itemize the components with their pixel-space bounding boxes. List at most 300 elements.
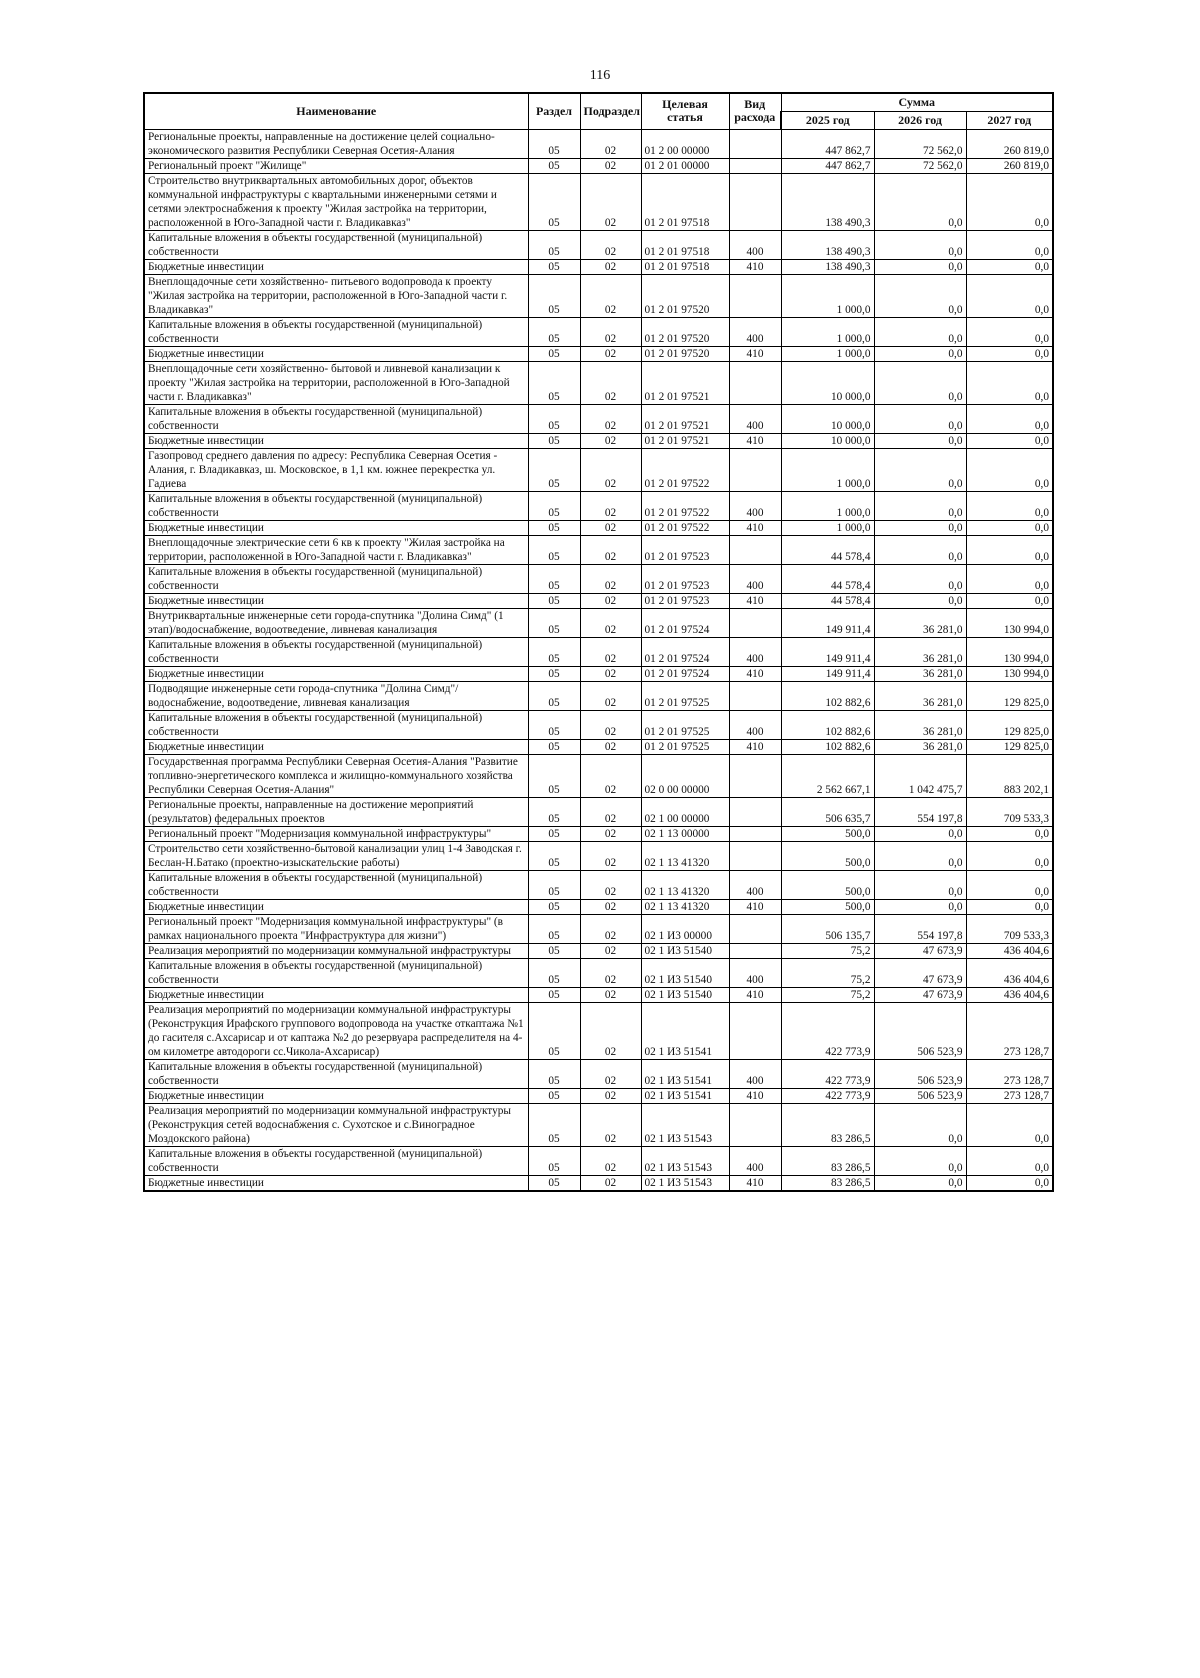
row-sum-2027: 0,0 — [966, 870, 1053, 899]
row-sum-2026: 0,0 — [874, 404, 966, 433]
row-sum-2026: 506 523,9 — [874, 1059, 966, 1088]
table-row — [144, 943, 1053, 958]
row-target: 02 1 13 00000 — [641, 826, 729, 841]
row-sum-2025: 149 911,4 — [781, 637, 874, 666]
row-subsection: 02 — [580, 1088, 641, 1103]
row-expense-type: 400 — [729, 404, 781, 433]
row-subsection: 02 — [580, 826, 641, 841]
row-sum-2025: 500,0 — [781, 870, 874, 899]
row-section: 05 — [528, 259, 580, 274]
row-sum-2026: 36 281,0 — [874, 710, 966, 739]
row-sum-2027: 709 533,3 — [966, 914, 1053, 943]
row-sum-2026: 36 281,0 — [874, 608, 966, 637]
row-subsection: 02 — [580, 1059, 641, 1088]
row-sum-2027: 0,0 — [966, 564, 1053, 593]
row-sum-2026: 0,0 — [874, 346, 966, 361]
row-section: 05 — [528, 317, 580, 346]
table-row — [144, 1002, 1053, 1059]
row-subsection: 02 — [580, 637, 641, 666]
table-row — [144, 173, 1053, 230]
row-subsection: 02 — [580, 593, 641, 608]
row-sum-2026: 72 562,0 — [874, 129, 966, 158]
header-2026: 2026 год — [874, 111, 966, 129]
row-target: 01 2 01 97525 — [641, 710, 729, 739]
row-section: 05 — [528, 361, 580, 404]
row-subsection: 02 — [580, 681, 641, 710]
row-sum-2027: 0,0 — [966, 448, 1053, 491]
table-row — [144, 637, 1053, 666]
row-expense-type — [729, 943, 781, 958]
row-target: 01 2 01 97520 — [641, 346, 729, 361]
row-section: 05 — [528, 535, 580, 564]
row-expense-type — [729, 158, 781, 173]
row-name: Бюджетные инвестиции — [144, 259, 528, 274]
row-name: Бюджетные инвестиции — [144, 739, 528, 754]
row-sum-2025: 102 882,6 — [781, 710, 874, 739]
row-sum-2027: 0,0 — [966, 259, 1053, 274]
row-name: Капитальные вложения в объекты государственной (муниципальной) собственности — [144, 1059, 528, 1088]
row-target: 02 1 И3 51540 — [641, 958, 729, 987]
table-row — [144, 564, 1053, 593]
row-sum-2027: 273 128,7 — [966, 1088, 1053, 1103]
row-section: 05 — [528, 129, 580, 158]
row-sum-2027: 883 202,1 — [966, 754, 1053, 797]
row-target: 01 2 01 97523 — [641, 564, 729, 593]
row-sum-2025: 138 490,3 — [781, 230, 874, 259]
row-sum-2027: 0,0 — [966, 173, 1053, 230]
row-subsection: 02 — [580, 608, 641, 637]
row-sum-2025: 102 882,6 — [781, 681, 874, 710]
row-section: 05 — [528, 608, 580, 637]
row-target: 02 1 И3 00000 — [641, 914, 729, 943]
row-expense-type — [729, 754, 781, 797]
row-sum-2026: 1 042 475,7 — [874, 754, 966, 797]
row-expense-type: 410 — [729, 666, 781, 681]
table-row — [144, 739, 1053, 754]
table-row — [144, 1088, 1053, 1103]
row-sum-2027: 0,0 — [966, 899, 1053, 914]
row-expense-type: 410 — [729, 987, 781, 1002]
row-target: 02 1 13 41320 — [641, 870, 729, 899]
row-sum-2025: 44 578,4 — [781, 564, 874, 593]
row-subsection: 02 — [580, 1103, 641, 1146]
row-sum-2025: 83 286,5 — [781, 1146, 874, 1175]
row-name: Региональные проекты, направленные на достижение целей социально-экономического развития Республики Северная Осетия-Алания — [144, 129, 528, 158]
row-sum-2025: 75,2 — [781, 958, 874, 987]
row-section: 05 — [528, 1175, 580, 1191]
row-target: 01 2 01 97521 — [641, 404, 729, 433]
row-subsection: 02 — [580, 754, 641, 797]
row-name: Капитальные вложения в объекты государственной (муниципальной) собственности — [144, 958, 528, 987]
row-sum-2026: 0,0 — [874, 1103, 966, 1146]
row-sum-2026: 0,0 — [874, 870, 966, 899]
row-sum-2025: 83 286,5 — [781, 1175, 874, 1191]
row-target: 02 1 И3 51541 — [641, 1002, 729, 1059]
row-sum-2026: 0,0 — [874, 274, 966, 317]
row-subsection: 02 — [580, 346, 641, 361]
table-row — [144, 1059, 1053, 1088]
table-row — [144, 841, 1053, 870]
row-subsection: 02 — [580, 1146, 641, 1175]
row-name: Капитальные вложения в объекты государственной (муниципальной) собственности — [144, 710, 528, 739]
row-expense-type: 400 — [729, 230, 781, 259]
row-expense-type: 410 — [729, 1175, 781, 1191]
row-name: Капитальные вложения в объекты государственной (муниципальной) собственности — [144, 870, 528, 899]
row-sum-2025: 102 882,6 — [781, 739, 874, 754]
row-sum-2027: 130 994,0 — [966, 608, 1053, 637]
row-name: Региональный проект "Модернизация коммунальной инфраструктуры" — [144, 826, 528, 841]
row-subsection: 02 — [580, 404, 641, 433]
row-sum-2027: 0,0 — [966, 346, 1053, 361]
row-target: 02 1 13 41320 — [641, 899, 729, 914]
row-sum-2026: 0,0 — [874, 826, 966, 841]
row-sum-2025: 506 635,7 — [781, 797, 874, 826]
row-target: 01 2 01 97523 — [641, 593, 729, 608]
row-section: 05 — [528, 158, 580, 173]
row-sum-2025: 2 562 667,1 — [781, 754, 874, 797]
row-sum-2027: 0,0 — [966, 361, 1053, 404]
table-row — [144, 1103, 1053, 1146]
row-section: 05 — [528, 1146, 580, 1175]
row-subsection: 02 — [580, 491, 641, 520]
row-section: 05 — [528, 173, 580, 230]
row-section: 05 — [528, 637, 580, 666]
row-expense-type — [729, 826, 781, 841]
row-expense-type: 400 — [729, 958, 781, 987]
row-expense-type: 400 — [729, 710, 781, 739]
row-target: 01 2 01 97523 — [641, 535, 729, 564]
row-expense-type: 410 — [729, 739, 781, 754]
table-row — [144, 433, 1053, 448]
table-row — [144, 520, 1053, 535]
row-sum-2025: 422 773,9 — [781, 1059, 874, 1088]
table-row — [144, 346, 1053, 361]
row-sum-2026: 506 523,9 — [874, 1088, 966, 1103]
row-name: Бюджетные инвестиции — [144, 666, 528, 681]
table-row — [144, 448, 1053, 491]
row-subsection: 02 — [580, 841, 641, 870]
row-sum-2027: 273 128,7 — [966, 1059, 1053, 1088]
table-row — [144, 987, 1053, 1002]
table-row — [144, 491, 1053, 520]
row-sum-2026: 36 281,0 — [874, 681, 966, 710]
row-section: 05 — [528, 987, 580, 1002]
row-subsection: 02 — [580, 1175, 641, 1191]
row-name: Внеплощадочные сети хозяйственно- бытовой и ливневой канализации к проекту "Жилая застройка на территории, расположенной в Юго-Западной части г. Владикавказ" — [144, 361, 528, 404]
table-row — [144, 1146, 1053, 1175]
row-sum-2026: 0,0 — [874, 841, 966, 870]
row-name: Государственная программа Республики Северная Осетия-Алания "Развитие топливно-энергетического комплекса и жилищно-коммунального хозяйства Республики Северная Осетия-Алания" — [144, 754, 528, 797]
row-section: 05 — [528, 1002, 580, 1059]
row-sum-2026: 0,0 — [874, 1146, 966, 1175]
row-sum-2025: 1 000,0 — [781, 491, 874, 520]
row-sum-2026: 47 673,9 — [874, 958, 966, 987]
table-header — [144, 93, 1053, 129]
row-section: 05 — [528, 914, 580, 943]
row-subsection: 02 — [580, 564, 641, 593]
row-target: 01 2 01 97522 — [641, 520, 729, 535]
header-section: Раздел — [528, 93, 580, 129]
row-expense-type — [729, 361, 781, 404]
row-expense-type — [729, 681, 781, 710]
row-expense-type: 410 — [729, 593, 781, 608]
header-subsection: Подраздел — [580, 93, 641, 129]
row-expense-type: 410 — [729, 433, 781, 448]
row-sum-2026: 0,0 — [874, 491, 966, 520]
row-name: Реализация мероприятий по модернизации коммунальной инфраструктуры — [144, 943, 528, 958]
row-sum-2026: 47 673,9 — [874, 943, 966, 958]
row-sum-2026: 0,0 — [874, 230, 966, 259]
row-sum-2026: 506 523,9 — [874, 1002, 966, 1059]
row-sum-2025: 75,2 — [781, 987, 874, 1002]
row-sum-2025: 447 862,7 — [781, 129, 874, 158]
row-section: 05 — [528, 841, 580, 870]
row-sum-2027: 0,0 — [966, 1103, 1053, 1146]
row-section: 05 — [528, 491, 580, 520]
row-sum-2027: 0,0 — [966, 520, 1053, 535]
row-sum-2027: 709 533,3 — [966, 797, 1053, 826]
header-target: Целевая статья — [641, 93, 729, 129]
row-section: 05 — [528, 710, 580, 739]
row-sum-2027: 0,0 — [966, 1146, 1053, 1175]
header-name: Наименование — [144, 93, 528, 129]
row-section: 05 — [528, 681, 580, 710]
row-target: 01 2 01 97522 — [641, 448, 729, 491]
table-row — [144, 158, 1053, 173]
row-subsection: 02 — [580, 987, 641, 1002]
row-subsection: 02 — [580, 899, 641, 914]
row-sum-2027: 0,0 — [966, 230, 1053, 259]
row-subsection: 02 — [580, 361, 641, 404]
row-name: Региональный проект "Модернизация коммунальной инфраструктуры" (в рамках национального проекта "Инфраструктура для жизни") — [144, 914, 528, 943]
header-2027: 2027 год — [966, 111, 1053, 129]
row-subsection: 02 — [580, 1002, 641, 1059]
row-section: 05 — [528, 1059, 580, 1088]
row-target: 01 2 01 97520 — [641, 317, 729, 346]
row-section: 05 — [528, 520, 580, 535]
row-name: Строительство внутриквартальных автомобильных дорог, объектов коммунальной инфраструктуры с квартальными инженерными сетями и сетями электроснабжения к проекту "Жилая застройка на территории, расположенной в Юго-Западной части г. Владикавказ" — [144, 173, 528, 230]
row-sum-2025: 10 000,0 — [781, 404, 874, 433]
row-sum-2026: 0,0 — [874, 899, 966, 914]
table-row — [144, 129, 1053, 158]
row-subsection: 02 — [580, 230, 641, 259]
row-target: 01 2 01 97520 — [641, 274, 729, 317]
row-target: 01 2 01 97524 — [641, 666, 729, 681]
row-sum-2026: 0,0 — [874, 448, 966, 491]
row-sum-2027: 130 994,0 — [966, 637, 1053, 666]
row-sum-2026: 0,0 — [874, 433, 966, 448]
row-name: Капитальные вложения в объекты государственной (муниципальной) собственности — [144, 1146, 528, 1175]
row-section: 05 — [528, 593, 580, 608]
row-target: 01 2 01 97521 — [641, 433, 729, 448]
row-target: 02 1 00 00000 — [641, 797, 729, 826]
row-subsection: 02 — [580, 666, 641, 681]
table-row — [144, 914, 1053, 943]
table-body — [144, 129, 1053, 1191]
row-sum-2027: 0,0 — [966, 826, 1053, 841]
row-sum-2027: 436 404,6 — [966, 987, 1053, 1002]
row-subsection: 02 — [580, 158, 641, 173]
row-section: 05 — [528, 1103, 580, 1146]
row-name: Бюджетные инвестиции — [144, 520, 528, 535]
row-name: Капитальные вложения в объекты государственной (муниципальной) собственности — [144, 637, 528, 666]
table-row — [144, 797, 1053, 826]
table-row — [144, 230, 1053, 259]
table-row — [144, 608, 1053, 637]
row-name: Капитальные вложения в объекты государственной (муниципальной) собственности — [144, 564, 528, 593]
row-sum-2027: 0,0 — [966, 1175, 1053, 1191]
budget-table — [143, 92, 1054, 1192]
row-sum-2026: 0,0 — [874, 564, 966, 593]
row-target: 02 1 И3 51541 — [641, 1088, 729, 1103]
row-name: Внеплощадочные электрические сети 6 кв к проекту "Жилая застройка на территории, расположенной в Юго-Западной части г. Владикавказ" — [144, 535, 528, 564]
table-row — [144, 681, 1053, 710]
row-section: 05 — [528, 1088, 580, 1103]
row-sum-2026: 554 197,8 — [874, 914, 966, 943]
row-target: 01 2 01 97524 — [641, 637, 729, 666]
table-row — [144, 958, 1053, 987]
row-expense-type — [729, 173, 781, 230]
row-sum-2025: 44 578,4 — [781, 593, 874, 608]
row-name: Капитальные вложения в объекты государственной (муниципальной) собственности — [144, 317, 528, 346]
table-row — [144, 404, 1053, 433]
row-sum-2027: 0,0 — [966, 593, 1053, 608]
header-2025: 2025 год — [781, 111, 874, 129]
row-sum-2025: 75,2 — [781, 943, 874, 958]
row-section: 05 — [528, 739, 580, 754]
row-sum-2025: 44 578,4 — [781, 535, 874, 564]
page-number: 116 — [589, 68, 611, 83]
row-name: Бюджетные инвестиции — [144, 899, 528, 914]
row-subsection: 02 — [580, 173, 641, 230]
row-expense-type — [729, 797, 781, 826]
row-sum-2025: 10 000,0 — [781, 433, 874, 448]
row-sum-2025: 500,0 — [781, 899, 874, 914]
row-expense-type: 410 — [729, 259, 781, 274]
row-expense-type: 410 — [729, 346, 781, 361]
row-target: 02 1 13 41320 — [641, 841, 729, 870]
row-sum-2027: 260 819,0 — [966, 129, 1053, 158]
row-expense-type: 400 — [729, 1146, 781, 1175]
table-row — [144, 754, 1053, 797]
row-sum-2025: 500,0 — [781, 826, 874, 841]
row-subsection: 02 — [580, 520, 641, 535]
row-expense-type: 410 — [729, 899, 781, 914]
row-sum-2025: 149 911,4 — [781, 666, 874, 681]
row-subsection: 02 — [580, 797, 641, 826]
row-target: 02 1 И3 51540 — [641, 987, 729, 1002]
row-section: 05 — [528, 346, 580, 361]
row-target: 01 2 01 97518 — [641, 173, 729, 230]
row-sum-2025: 1 000,0 — [781, 346, 874, 361]
row-expense-type — [729, 1002, 781, 1059]
row-expense-type — [729, 914, 781, 943]
table-row — [144, 710, 1053, 739]
row-subsection: 02 — [580, 914, 641, 943]
table-row — [144, 274, 1053, 317]
row-section: 05 — [528, 943, 580, 958]
header-type: Вид расхода — [729, 93, 781, 129]
row-subsection: 02 — [580, 448, 641, 491]
row-sum-2025: 138 490,3 — [781, 259, 874, 274]
row-expense-type — [729, 129, 781, 158]
table-row — [144, 259, 1053, 274]
row-name: Подводящие инженерные сети города-спутника "Долина Симд"/ водоснабжение, водоотведение, ливневая канализация — [144, 681, 528, 710]
row-name: Бюджетные инвестиции — [144, 1088, 528, 1103]
row-section: 05 — [528, 826, 580, 841]
row-sum-2025: 1 000,0 — [781, 274, 874, 317]
row-name: Капитальные вложения в объекты государственной (муниципальной) собственности — [144, 404, 528, 433]
row-target: 01 2 00 00000 — [641, 129, 729, 158]
row-sum-2025: 422 773,9 — [781, 1088, 874, 1103]
row-section: 05 — [528, 754, 580, 797]
row-target: 02 1 И3 51543 — [641, 1146, 729, 1175]
row-name: Капитальные вложения в объекты государственной (муниципальной) собственности — [144, 491, 528, 520]
row-section: 05 — [528, 899, 580, 914]
row-sum-2026: 36 281,0 — [874, 637, 966, 666]
row-sum-2027: 0,0 — [966, 404, 1053, 433]
row-expense-type — [729, 274, 781, 317]
row-name: Бюджетные инвестиции — [144, 346, 528, 361]
row-sum-2026: 0,0 — [874, 259, 966, 274]
table-row — [144, 666, 1053, 681]
row-sum-2027: 129 825,0 — [966, 681, 1053, 710]
table-row — [144, 899, 1053, 914]
row-sum-2025: 149 911,4 — [781, 608, 874, 637]
row-expense-type: 400 — [729, 637, 781, 666]
row-target: 01 2 01 97521 — [641, 361, 729, 404]
row-expense-type — [729, 1103, 781, 1146]
row-section: 05 — [528, 274, 580, 317]
row-name: Газопровод среднего давления по адресу: Республика Северная Осетия - Алания, г. Владикавказ, ш. Московское, в 1,1 км. южнее перекрестка ул. Гадиева — [144, 448, 528, 491]
row-name: Бюджетные инвестиции — [144, 433, 528, 448]
row-subsection: 02 — [580, 710, 641, 739]
row-sum-2027: 0,0 — [966, 433, 1053, 448]
row-target: 01 2 01 97525 — [641, 739, 729, 754]
row-sum-2026: 36 281,0 — [874, 739, 966, 754]
row-section: 05 — [528, 666, 580, 681]
row-sum-2027: 273 128,7 — [966, 1002, 1053, 1059]
row-sum-2025: 1 000,0 — [781, 520, 874, 535]
row-expense-type — [729, 535, 781, 564]
row-sum-2027: 436 404,6 — [966, 958, 1053, 987]
row-target: 01 2 01 97518 — [641, 259, 729, 274]
row-sum-2025: 422 773,9 — [781, 1002, 874, 1059]
row-sum-2025: 1 000,0 — [781, 317, 874, 346]
row-target: 01 2 01 97524 — [641, 608, 729, 637]
row-section: 05 — [528, 870, 580, 899]
row-sum-2026: 0,0 — [874, 173, 966, 230]
row-subsection: 02 — [580, 274, 641, 317]
row-subsection: 02 — [580, 870, 641, 899]
row-sum-2027: 0,0 — [966, 317, 1053, 346]
row-sum-2026: 0,0 — [874, 317, 966, 346]
row-subsection: 02 — [580, 535, 641, 564]
row-target: 02 1 И3 51541 — [641, 1059, 729, 1088]
row-sum-2025: 138 490,3 — [781, 173, 874, 230]
row-sum-2026: 0,0 — [874, 361, 966, 404]
row-sum-2025: 83 286,5 — [781, 1103, 874, 1146]
row-name: Региональные проекты, направленные на достижение мероприятий (результатов) федеральных проектов — [144, 797, 528, 826]
row-target: 02 1 И3 51543 — [641, 1175, 729, 1191]
row-sum-2026: 0,0 — [874, 1175, 966, 1191]
row-expense-type — [729, 841, 781, 870]
row-target: 01 2 01 97522 — [641, 491, 729, 520]
row-section: 05 — [528, 433, 580, 448]
row-section: 05 — [528, 448, 580, 491]
row-name: Региональный проект "Жилище" — [144, 158, 528, 173]
row-target: 01 2 01 97518 — [641, 230, 729, 259]
